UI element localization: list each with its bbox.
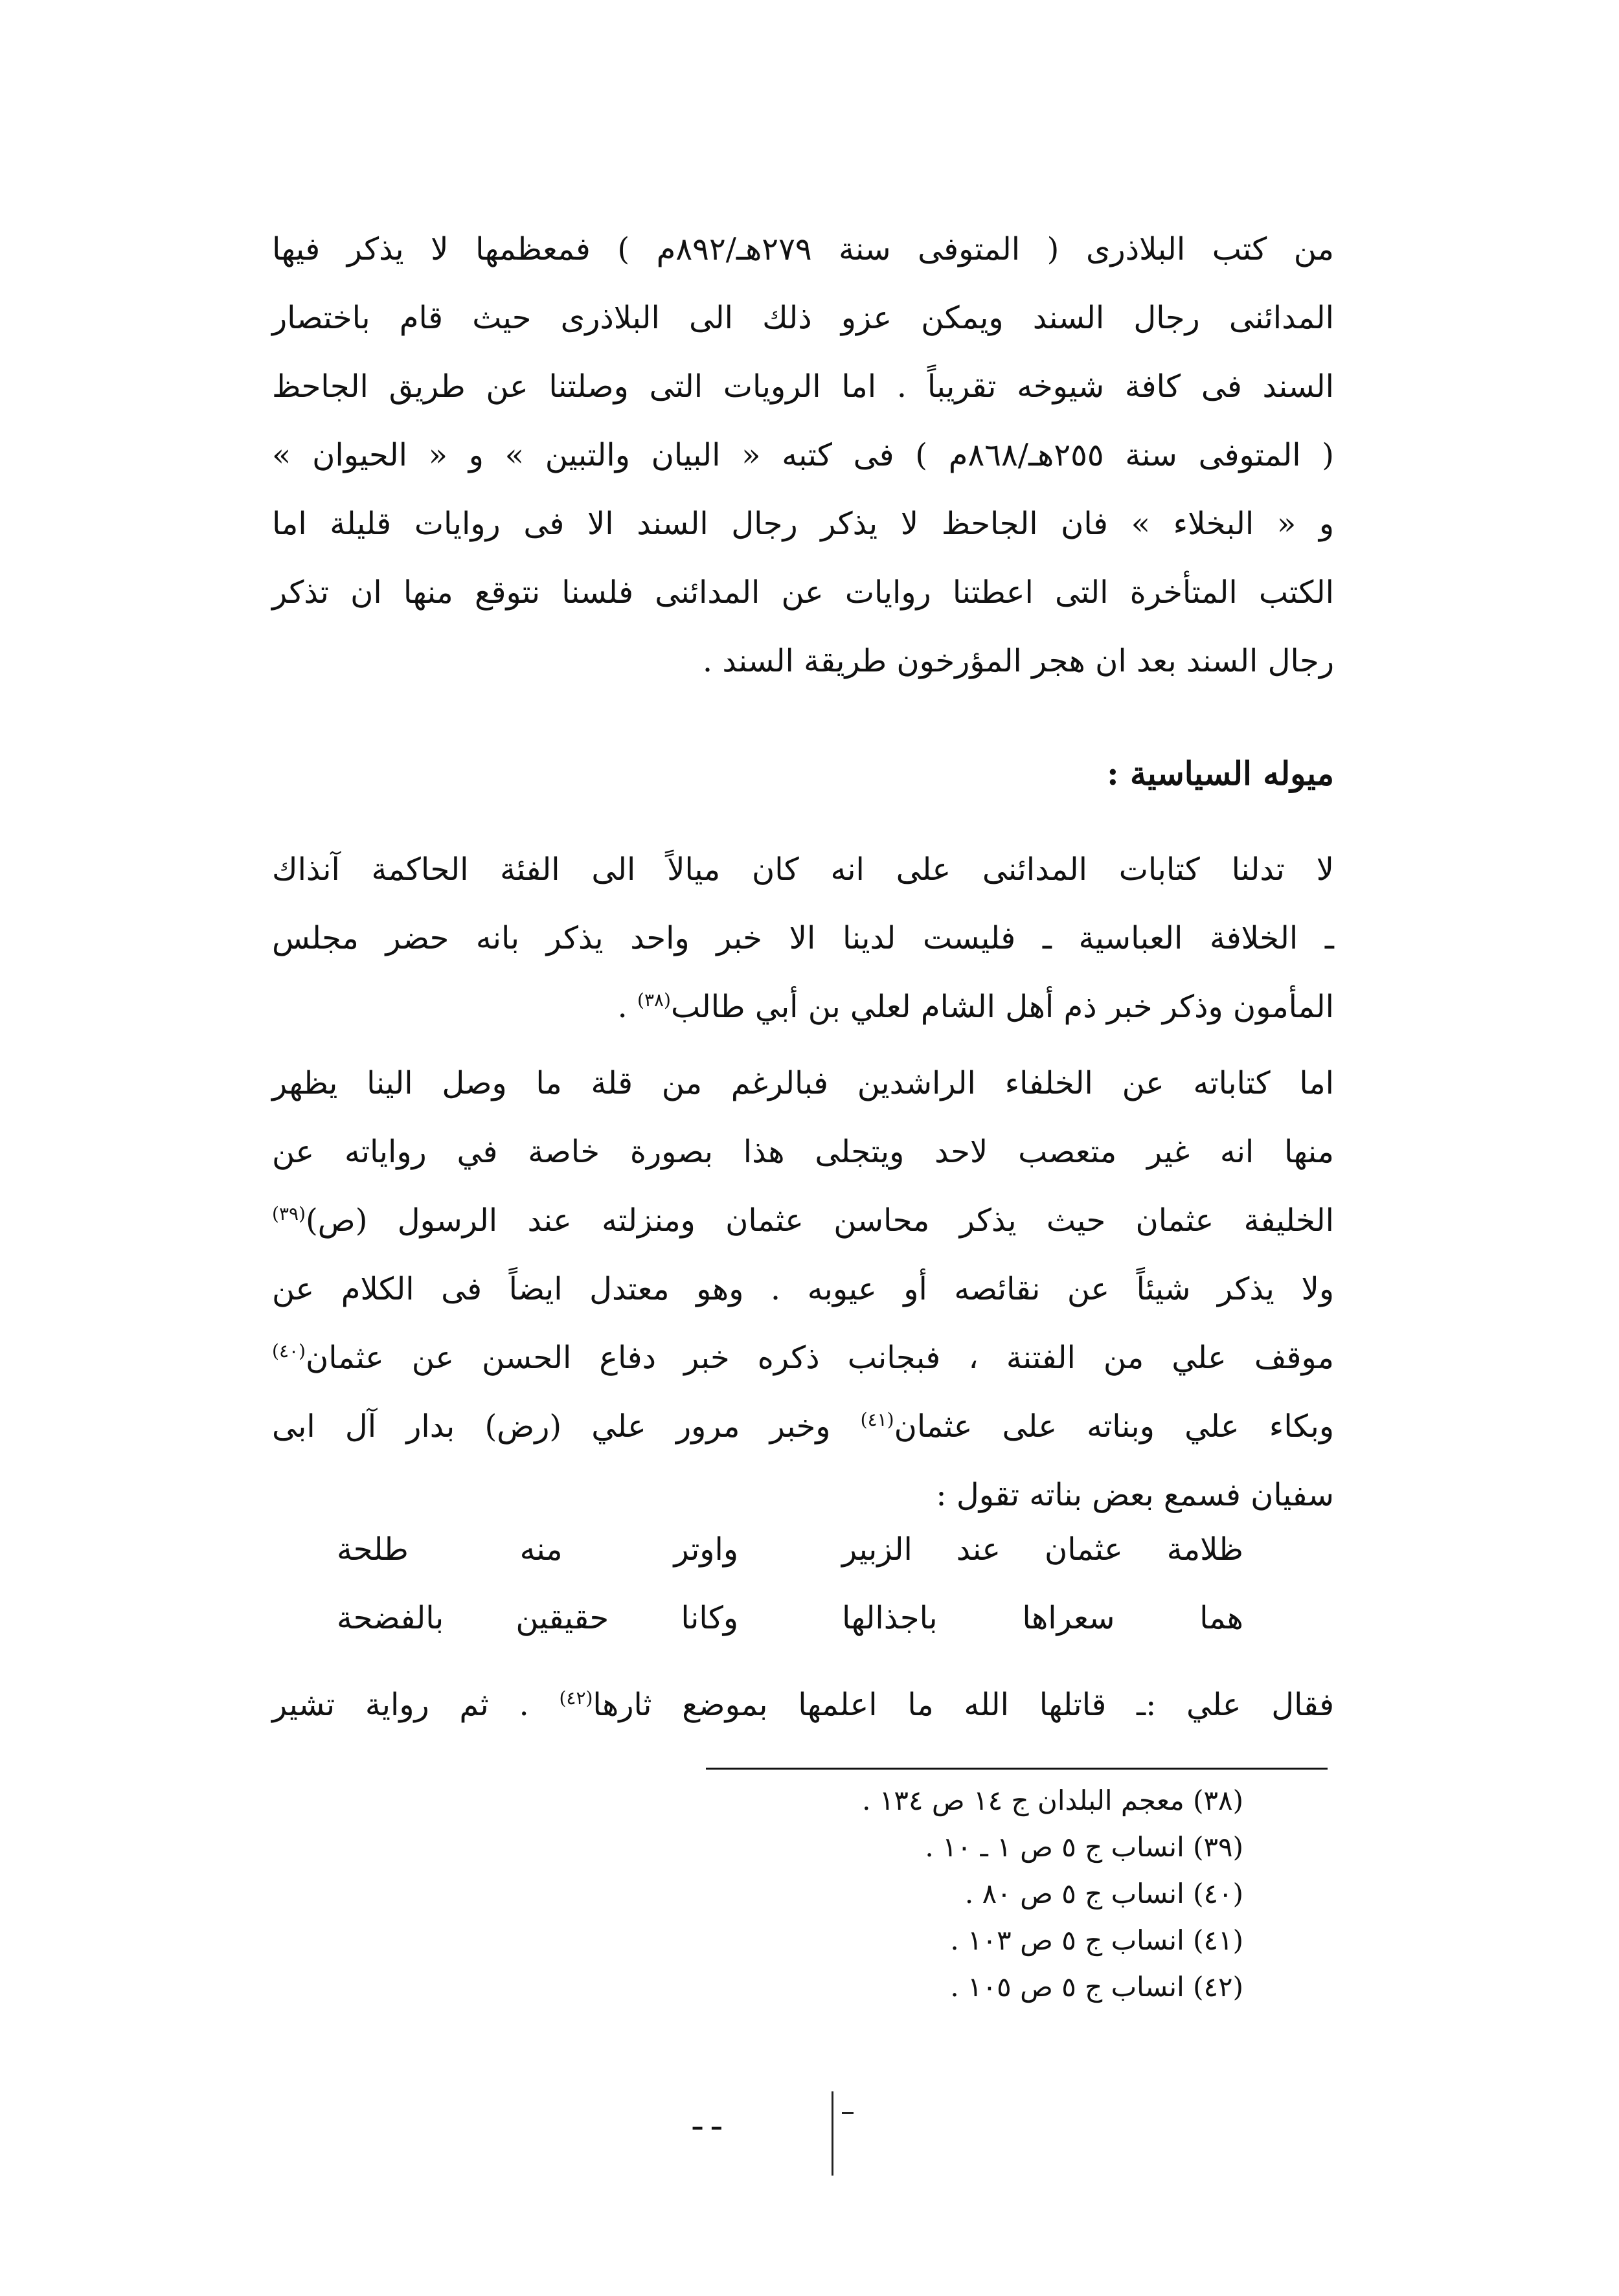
paragraph-line	[272, 1186, 1334, 1255]
paragraph-line: السند فى كافة شيوخه تقريباً . اما الرويات التى وصلتنا عن طريق الجاحظ	[272, 368, 1334, 405]
footnote-ref: (٣٩)	[272, 1203, 306, 1224]
paragraph-line	[272, 973, 1334, 1041]
margin-tick	[842, 2112, 854, 2114]
poem-hemistich-second: واوتر منه طلحة	[337, 1531, 738, 1568]
footnote-ref: (٤١)	[860, 1409, 894, 1430]
line-end: .	[617, 989, 638, 1025]
footnotes	[596, 1777, 1243, 2010]
paragraph-political-leanings	[272, 835, 1334, 1041]
paragraph-line: منها انه غير متعصب لاحد ويتجلى هذا بصورة خاصة في رواياته عن	[272, 1134, 1335, 1170]
footnote-item: (٤١) انساب ج ٥ ص ١٠٣ .	[950, 1924, 1243, 1956]
line-text: الخليفة عثمان حيث يذكر محاسن عثمان ومنزلته عند الرسول (ص)	[305, 1202, 1334, 1239]
poem-verse	[337, 1515, 1243, 1584]
footnote-ref: (٤٠)	[272, 1340, 306, 1362]
footnote-item: (٣٩) انساب ج ٥ ص ١ ـ ١٠ .	[925, 1831, 1243, 1863]
paragraph-line	[272, 1671, 1334, 1739]
closing-paragraph	[272, 1671, 1334, 1739]
paragraph-line: و « البخلاء » فان الجاحظ لا يذكر رجال السند الا فى روايات قليلة اما	[272, 506, 1334, 542]
footnote-item: (٤٢) انساب ج ٥ ص ١٠٥ .	[950, 1971, 1243, 2003]
poem-hemistich-first: هما سعراها باجذالها	[842, 1600, 1243, 1636]
poem-hemistich-first: ظلامة عثمان عند الزبير	[842, 1531, 1243, 1568]
paragraph-line: لا تدلنا كتابات المدائنى على انه كان ميالاً الى الفئة الحاكمة آنذاك	[272, 851, 1334, 888]
line-text: وبكاء علي وبناته على عثمان	[894, 1408, 1334, 1445]
footnote-ref: (٣٨)	[637, 989, 671, 1011]
paragraph-line: ( المتوفى سنة ٢٥٥هـ/٨٦٨م ) فى كتبه « البيان والتبين » و « الحيوان »	[272, 437, 1335, 473]
paragraph-line	[272, 1392, 1334, 1461]
line-text: فقال علي :ـ قاتلها الله ما اعلمها بموضع ثارها	[593, 1687, 1335, 1723]
paragraph-line: ولا يذكر شيئاً عن نقائصه أو عيوبه . وهو معتدل ايضاً فى الكلام عن	[272, 1271, 1334, 1307]
footnote-separator	[706, 1768, 1328, 1770]
poem-verses	[337, 1515, 1243, 1652]
footnote-ref: (٤٢)	[559, 1687, 593, 1709]
poem-verse	[337, 1584, 1243, 1652]
line-text: المأمون وذكر خبر ذم أهل الشام لعلي بن أبي طالب	[670, 989, 1334, 1025]
paragraph-line: الكتب المتأخرة التى اعطتنا روايات عن المدائنى فلسنا نتوقع منها ان تذكر	[272, 574, 1334, 611]
paragraph-rashidun	[272, 1049, 1334, 1529]
paragraph-line: سفيان فسمع بعض بناته تقول :	[936, 1477, 1334, 1513]
section-heading: ميوله السياسية :	[1107, 754, 1334, 793]
paragraph-line: اما كتاباته عن الخلفاء الراشدين فبالرغم من قلة ما وصل الينا يظهر	[272, 1065, 1334, 1101]
line-text: . ثم رواية تشير	[272, 1687, 560, 1723]
paragraph-sources	[272, 215, 1334, 695]
paragraph-line: ـ الخلافة العباسية ـ فليست لدينا الا خبر واحد يذكر بانه حضر مجلس	[272, 920, 1334, 956]
paragraph-line	[272, 1323, 1334, 1392]
paragraph-line: رجال السند بعد ان هجر المؤرخون طريقة السند .	[702, 643, 1334, 679]
line-text: وخبر مرور علي (رض) بدار آل ابى	[272, 1408, 861, 1445]
footnote-item: (٣٨) معجم البلدان ج ١٤ ص ١٣٤ .	[862, 1784, 1243, 1816]
paragraph-line: المدائنى رجال السند ويمكن عزو ذلك الى البلاذرى حيث قام باختصار	[272, 300, 1334, 336]
poem-hemistich-second: وكانا حقيقين بالفضحة	[337, 1600, 738, 1636]
line-text: موقف علي من الفتنة ، فبجانب ذكره خبر دفاع الحسن عن عثمان	[305, 1340, 1334, 1376]
footnote-item: (٤٠) انساب ج ٥ ص ٨٠ .	[964, 1878, 1243, 1909]
paragraph-line: من كتب البلاذرى ( المتوفى سنة ٢٧٩هـ/٨٩٢م ) فمعظمها لا يذكر فيها	[272, 231, 1334, 267]
page-number-mark: ـ ـ	[693, 2101, 721, 2137]
binding-line	[832, 2091, 833, 2176]
